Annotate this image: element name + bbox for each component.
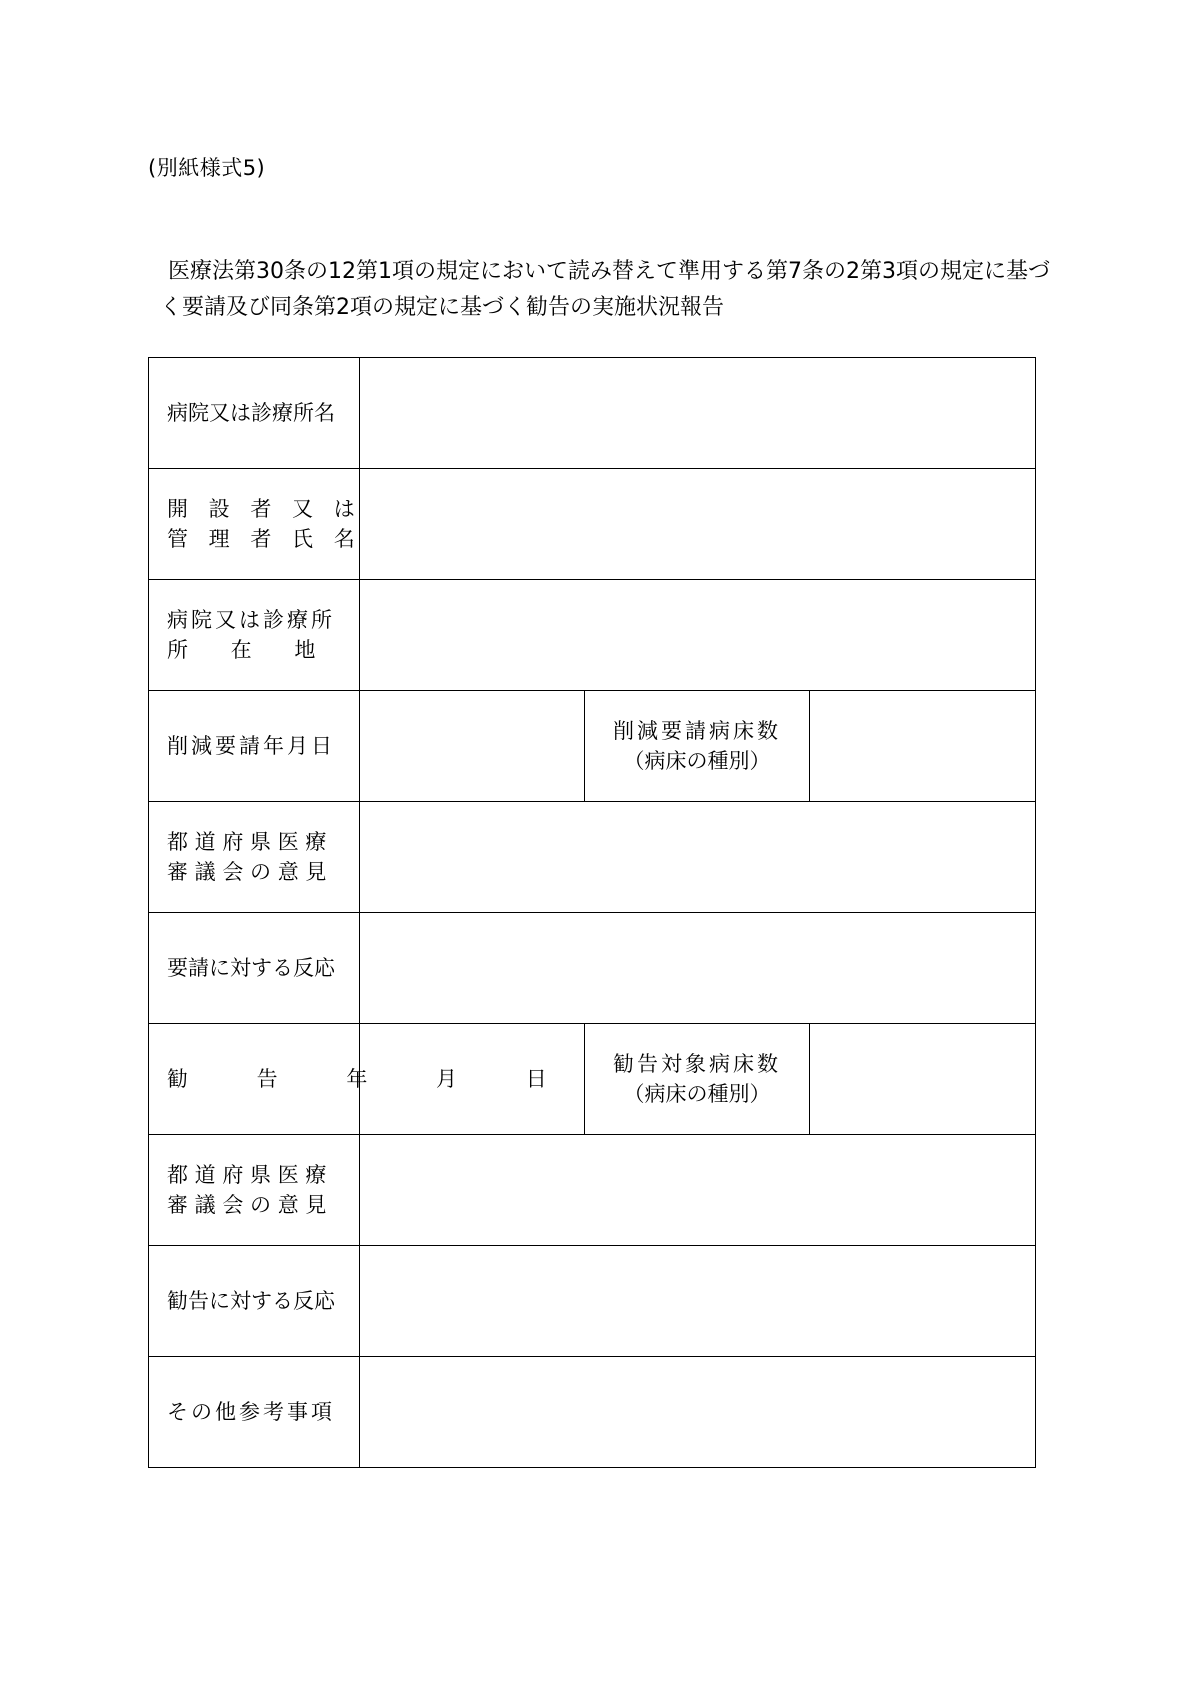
council-opinion-1-label-cell: [149, 802, 360, 913]
location-label-line-2: 所 在 地: [167, 638, 334, 662]
title-line-2: く要請及び同条第2項の規定に基づく勧告の実施状況報告: [160, 295, 724, 320]
report-table: [148, 357, 1036, 1468]
table-row: [149, 691, 1036, 802]
recommendation-bed-type-label: （病床の種別）: [623, 1082, 771, 1106]
location-label-cell: [149, 580, 360, 691]
recommendation-bed-count-label: 勧告対象病床数: [613, 1052, 781, 1076]
location-value-cell[interactable]: [360, 580, 1036, 691]
reduction-bed-count-label: 削減要請病床数: [613, 719, 781, 743]
document-title: [160, 254, 1050, 326]
council-opinion-1-label-line-2: 審 議 会 の 意 見: [167, 860, 327, 884]
table-row: [149, 913, 1036, 1024]
founder-label-cell: [149, 469, 360, 580]
table-row: [149, 1135, 1036, 1246]
reduction-request-date-value-cell[interactable]: [360, 691, 585, 802]
founder-value-cell[interactable]: [360, 469, 1036, 580]
council-opinion-2-label-cell: [149, 1135, 360, 1246]
hospital-name-label-cell: [149, 358, 360, 469]
table-row: [149, 1246, 1036, 1357]
recommendation-date-label: 勧 告 年 月 日: [167, 1067, 578, 1091]
title-line-1: 医療法第30条の12第1項の規定において読み替えて準用する第7条の2第3項の規定に基づ: [168, 259, 1050, 284]
other-notes-value-cell[interactable]: [360, 1357, 1036, 1468]
response-to-recommendation-label: 勧告に対する反応: [167, 1289, 335, 1313]
council-opinion-2-label-line-1: 都 道 府 県 医 療: [167, 1163, 327, 1187]
response-to-recommendation-label-cell: [149, 1246, 360, 1357]
location-label-line-1: 病院又は診療所: [167, 608, 335, 632]
council-opinion-1-label-line-1: 都 道 府 県 医 療: [167, 830, 327, 854]
other-notes-label-cell: [149, 1357, 360, 1468]
hospital-name-label: 病院又は診療所名: [167, 401, 335, 425]
reduction-bed-type-label: （病床の種別）: [623, 749, 771, 773]
response-to-request-label: 要請に対する反応: [167, 956, 335, 980]
table-row: [149, 1357, 1036, 1468]
table-row: [149, 358, 1036, 469]
table-row: [149, 1024, 1036, 1135]
response-to-request-value-cell[interactable]: [360, 913, 1036, 1024]
table-row: [149, 469, 1036, 580]
recommendation-date-label-cell: [149, 1024, 578, 1135]
hospital-name-value-cell[interactable]: [360, 358, 1036, 469]
reduction-bed-count-label-cell: [585, 691, 810, 802]
reduction-request-date-label-cell: [149, 691, 360, 802]
response-to-request-label-cell: [149, 913, 360, 1024]
council-opinion-1-value-cell[interactable]: [360, 802, 1036, 913]
council-opinion-2-label-line-2: 審 議 会 の 意 見: [167, 1193, 327, 1217]
table-row: [149, 802, 1036, 913]
recommendation-bed-count-label-cell: [585, 1024, 810, 1135]
reduction-request-date-label: 削減要請年月日: [167, 734, 335, 758]
response-to-recommendation-value-cell[interactable]: [360, 1246, 1036, 1357]
table-row: [149, 580, 1036, 691]
council-opinion-2-value-cell[interactable]: [360, 1135, 1036, 1246]
founder-label-line-1: 開 設 者 又 は: [167, 497, 362, 521]
form-number: (別紙様式5): [148, 156, 266, 180]
founder-label-line-2: 管 理 者 氏 名: [167, 527, 362, 551]
other-notes-label: その他参考事項: [167, 1400, 335, 1424]
recommendation-bed-count-value-cell[interactable]: [810, 1024, 1036, 1135]
reduction-bed-count-value-cell[interactable]: [810, 691, 1036, 802]
